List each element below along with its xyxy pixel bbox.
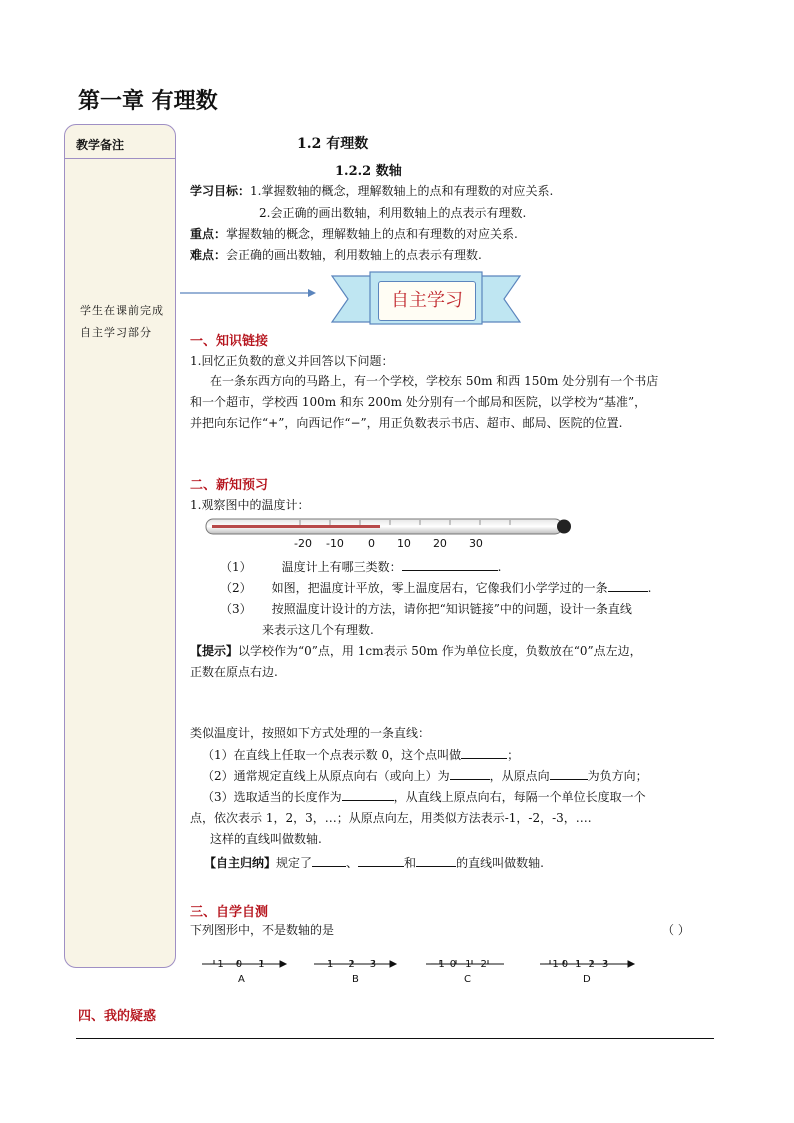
divider-line	[76, 1038, 714, 1039]
question-3: （3） 按照温度计设计的方法，请你把“知识链接”中的问题，设计一条直线	[220, 602, 632, 616]
question-2: （2） 如图，把温度计平放，零上温度居右，它像我们小学学过的一条 .	[220, 581, 652, 595]
answer-blank[interactable]	[358, 854, 404, 867]
part3-question: 下列图形中，不是数轴的是	[190, 923, 335, 937]
answer-blank[interactable]	[461, 746, 507, 759]
answer-parentheses[interactable]: （ ）	[662, 923, 690, 937]
part1-question: 1.回忆正负数的意义并回答以下问题：	[190, 354, 394, 368]
arrow-icon	[178, 286, 318, 300]
answer-blank[interactable]	[416, 854, 456, 867]
answer-blank[interactable]	[342, 788, 394, 801]
part3-heading: 三、自学自测	[190, 905, 269, 920]
difficulty: 难点：会正确的画出数轴，利用数轴上的点表示有理数.	[190, 248, 482, 262]
option-b-ticks: 1 2 3	[327, 959, 377, 970]
tick-label: 10	[396, 537, 411, 550]
sidebar-note: 学生在课前完成自主学习部分	[80, 304, 164, 339]
answer-blank[interactable]	[450, 767, 490, 780]
step-3-cont: 点，依次表示 1，2，3，…；从原点向左，用类似方法表示-1，-2，-3，….	[190, 811, 592, 825]
number-line-def: 这样的直线叫做数轴.	[210, 832, 322, 846]
section-title: 1.2 有理数	[297, 136, 369, 152]
tick-label: 20	[432, 537, 447, 550]
summary: 【自主归纳】规定了 、 和 的直线叫做数轴.	[204, 856, 544, 870]
hint-line1: 【提示】以学校作为“0”点，用 1cm表示 50m 作为单位长度，负数放在“0”点左边，	[190, 644, 642, 658]
answer-blank[interactable]	[402, 558, 498, 571]
option-d-label[interactable]: D	[583, 974, 591, 985]
objectives-line2: 2.会正确的画出数轴，利用数轴上的点表示有理数.	[259, 206, 527, 220]
objectives-line1: 学习目标：1.掌握数轴的概念，理解数轴上的点和有理数的对应关系.	[190, 184, 554, 198]
sidebar-divider	[64, 158, 176, 159]
subsection-title: 1.2.2 数轴	[335, 164, 402, 179]
thermometer-ticks	[294, 537, 483, 550]
sidebar-heading: 教学备注	[76, 138, 125, 152]
hint-line2: 正数在原点右边.	[190, 665, 278, 679]
part2-heading: 二、新知预习	[190, 478, 269, 493]
option-c-label[interactable]: C	[464, 974, 471, 985]
question-1: （1） 温度计上有哪三类数： .	[220, 560, 502, 574]
tick-label: -20	[294, 537, 312, 550]
step-1: （1）在直线上任取一个点表示数 0，这个点叫做 ；	[202, 748, 520, 762]
tick-label: 30	[468, 537, 483, 550]
thermometer	[200, 515, 576, 539]
analog-text: 类似温度计，按照如下方式处理的一条直线：	[190, 726, 431, 740]
tick-label: -10	[325, 537, 344, 550]
part1-para-1: 在一条东西方向的马路上，有一个学校，学校东 50m 和西 150m 处分别有一个书店	[210, 374, 659, 388]
banner-label: 自主学习	[378, 281, 476, 321]
option-c-ticks: −1 0 1 2	[430, 959, 487, 970]
tick-label: 0	[367, 537, 375, 550]
answer-blank[interactable]	[608, 579, 648, 592]
option-a-ticks: −1 0 1	[209, 959, 265, 970]
key-point: 重点：掌握数轴的概念，理解数轴上的点和有理数的对应关系.	[190, 227, 518, 241]
step-2: （2）通常规定直线上从原点向右（或向上）为 ，从原点向 为负方向；	[202, 769, 648, 783]
answer-blank[interactable]	[312, 854, 346, 867]
option-d-ticks: −1 0 1 2 3	[544, 959, 609, 970]
sidebar-panel	[64, 124, 176, 968]
option-b-label[interactable]: B	[352, 974, 359, 985]
part4-heading: 四、我的疑惑	[78, 1009, 157, 1024]
chapter-title: 第一章 有理数	[78, 89, 218, 114]
option-a-label[interactable]: A	[238, 974, 245, 985]
question-3-cont: 来表示这几个有理数.	[262, 623, 374, 637]
part1-para-2: 和一个超市，学校西 100m 和东 200m 处分别有一个邮局和医院，以学校为“基准”，	[190, 395, 647, 409]
part1-para-3: 并把向东记作“+”，向西记作“−”，用正负数表示书店、超市、邮局、医院的位置.	[190, 416, 623, 430]
observe-text: 1.观察图中的温度计：	[190, 498, 310, 512]
answer-blank[interactable]	[550, 767, 588, 780]
step-3: （3）选取适当的长度作为 ，从直线上原点向右，每隔一个单位长度取一个	[202, 790, 646, 804]
part1-heading: 一、知识链接	[190, 334, 269, 349]
